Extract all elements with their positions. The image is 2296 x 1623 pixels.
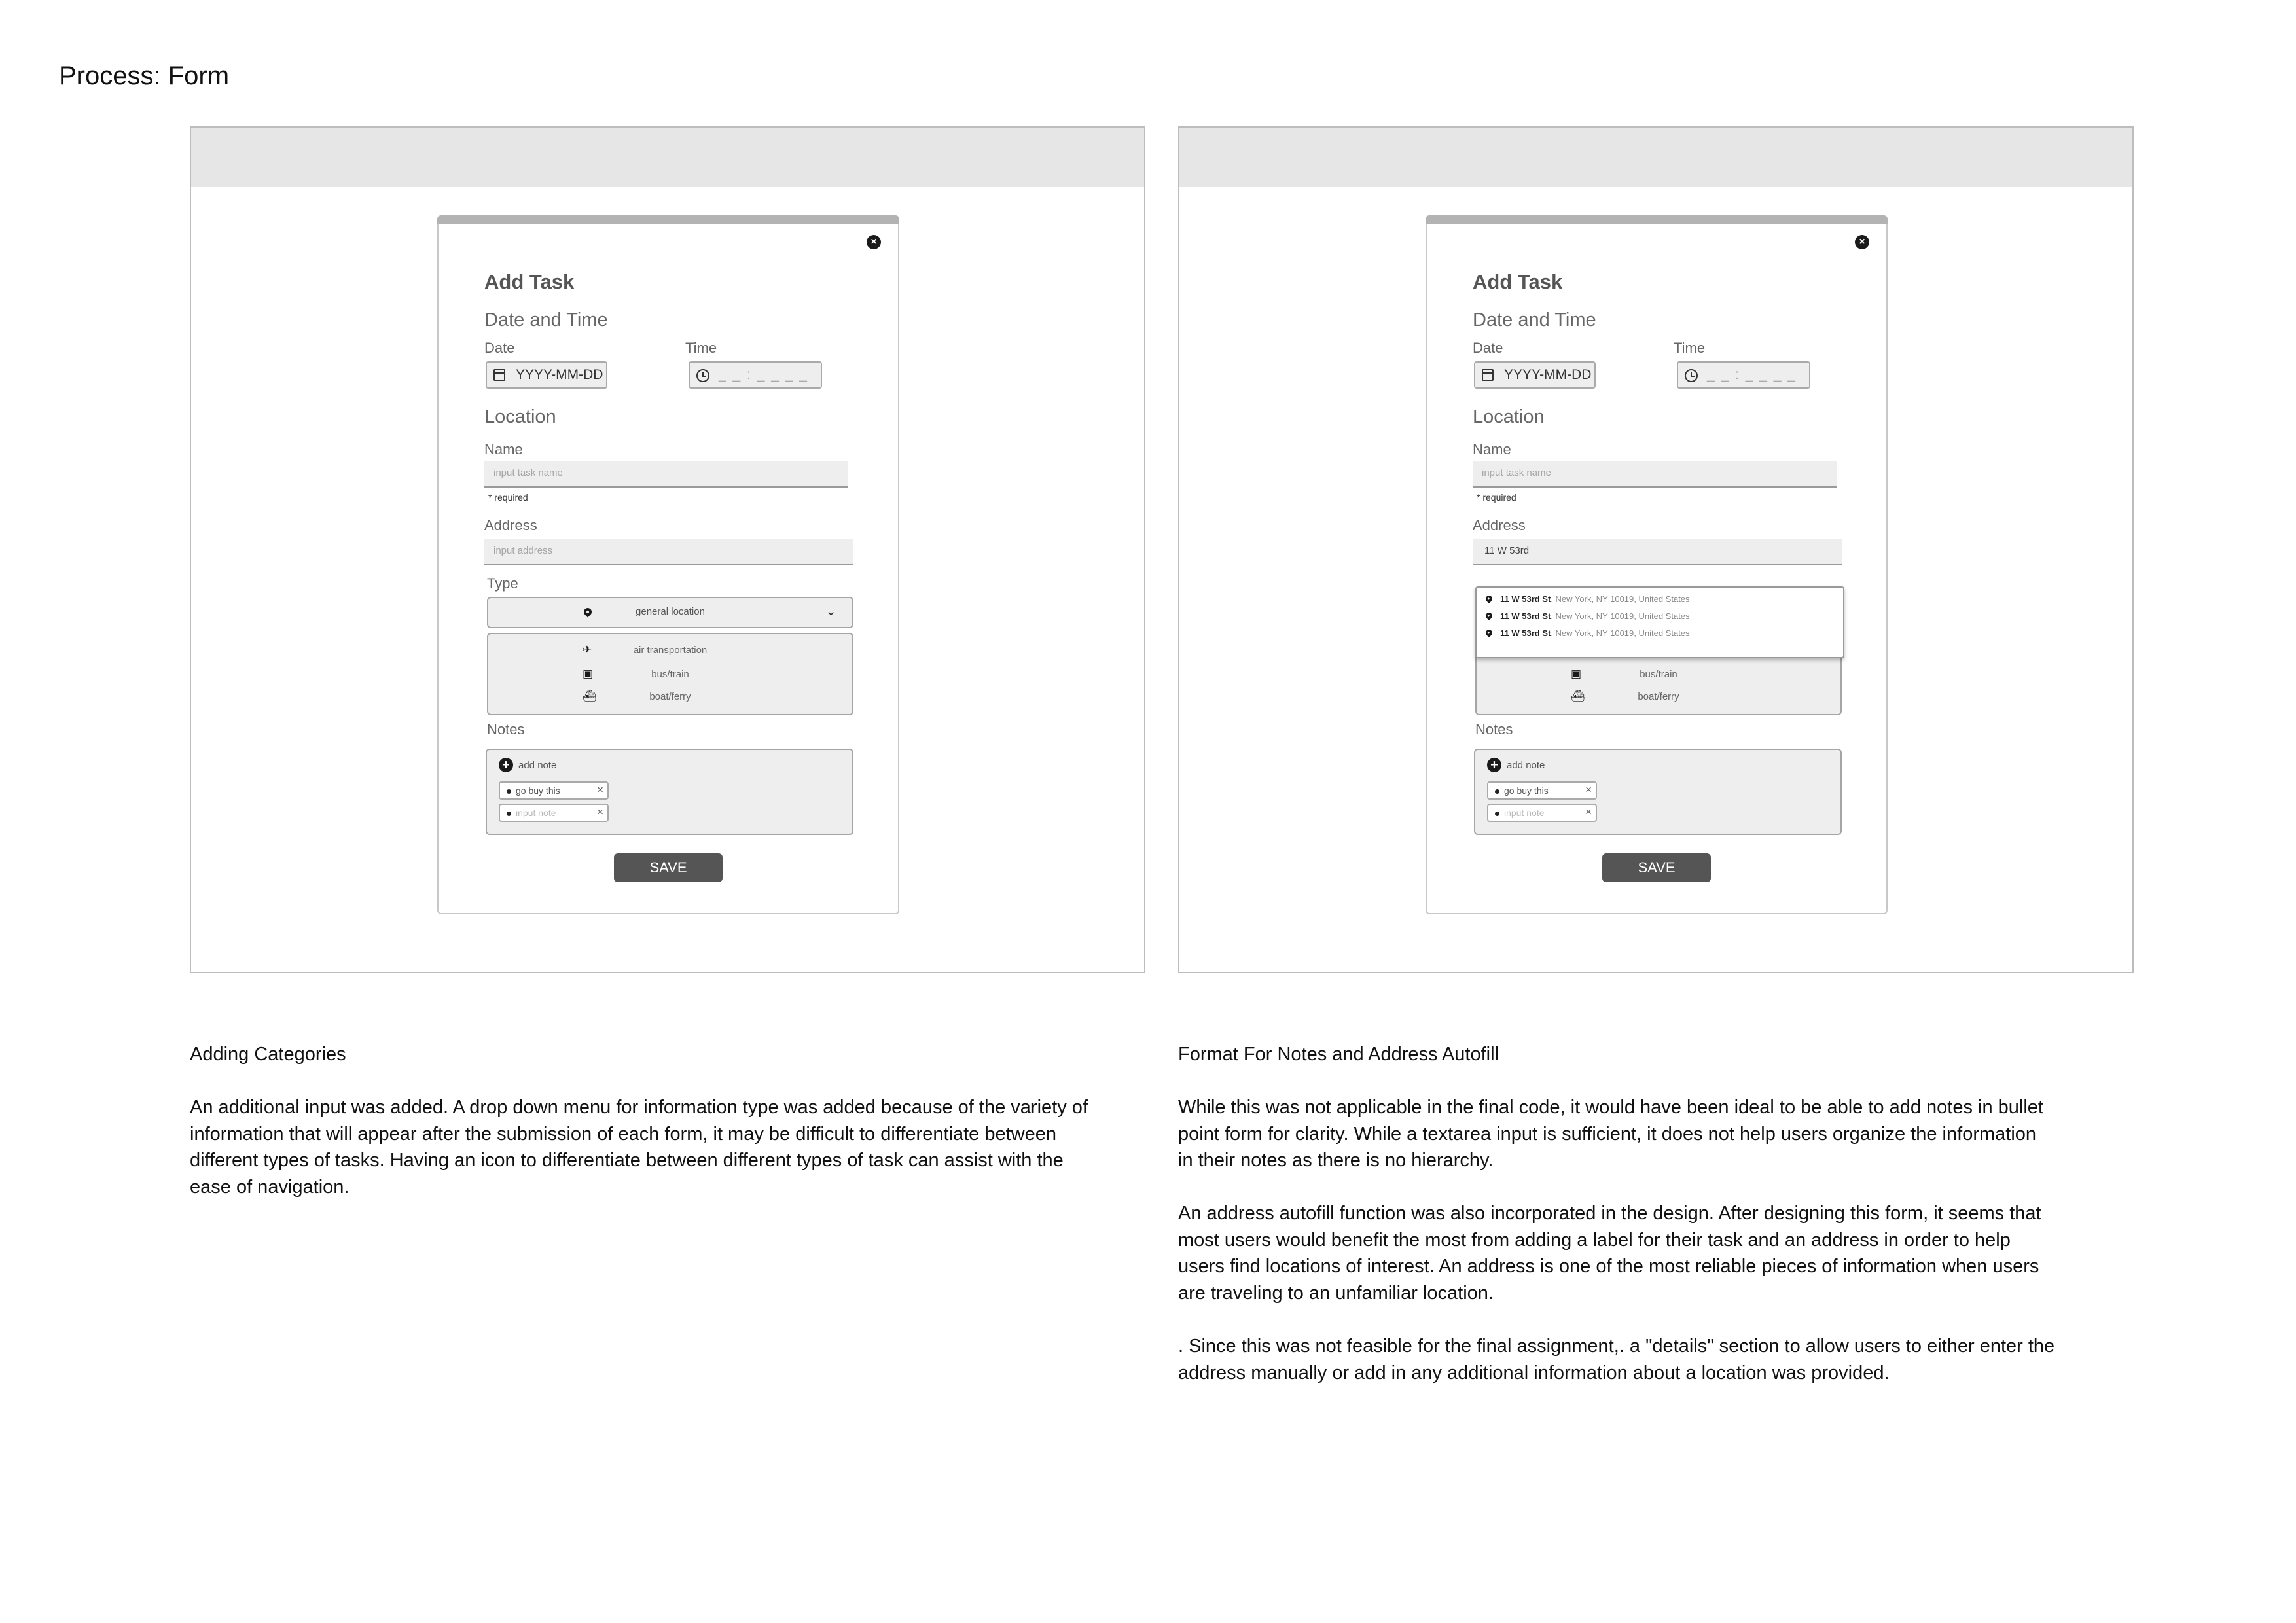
- save-button[interactable]: SAVE: [614, 853, 723, 882]
- dialog-top-bar: [437, 215, 899, 224]
- address-label: Address: [1473, 517, 1526, 533]
- remove-note-icon[interactable]: ×: [597, 806, 603, 818]
- name-label: Name: [1473, 441, 1511, 457]
- address-autofill-dropdown: [1475, 586, 1844, 658]
- section-location: Location: [484, 406, 556, 427]
- text-line: in their notes as there is no hierarchy.: [1178, 1150, 1494, 1171]
- train-icon: ▣: [1571, 668, 1582, 680]
- date-label: Date: [1473, 340, 1503, 356]
- type-option-label: bus/train: [651, 669, 689, 680]
- text-line: An additional input was added. A drop down menu for information type was added because of the variety of: [190, 1097, 1088, 1118]
- text-line: ease of navigation.: [190, 1176, 350, 1198]
- remove-note-icon[interactable]: ×: [1585, 783, 1592, 796]
- bullet-icon: [507, 789, 511, 794]
- add-note-label: add note: [518, 760, 557, 771]
- type-option-label: boat/ferry: [649, 691, 691, 702]
- text-line: . Since this was not feasible for the final assignment,. a "details" section to allow users to either enter the: [1178, 1336, 2055, 1357]
- right-caption-paragraph-3: [1178, 1333, 2054, 1386]
- name-input[interactable]: [484, 461, 848, 488]
- add-task-dialog: [437, 215, 899, 914]
- save-button[interactable]: SAVE: [1602, 853, 1711, 882]
- note-text: go buy this: [1504, 785, 1549, 796]
- left-caption-heading: Adding Categories: [190, 1044, 346, 1065]
- note-placeholder: input note: [1504, 808, 1545, 818]
- notes-box: [1474, 749, 1842, 835]
- type-label: Type: [487, 575, 518, 592]
- location-pin-icon: [1484, 594, 1494, 603]
- type-option-label: boat/ferry: [1638, 691, 1679, 702]
- type-option-boat-ferry[interactable]: [488, 690, 852, 705]
- type-option-label: bus/train: [1640, 669, 1677, 680]
- address-placeholder: input address: [493, 545, 553, 556]
- calendar-icon: [493, 369, 505, 381]
- text-line: address manually or add in any additional information about a location was provided.: [1178, 1362, 1890, 1383]
- required-note: * required: [1477, 492, 1516, 503]
- bullet-icon: [507, 812, 511, 816]
- text-line: users find locations of interest. An address is one of the most reliable pieces of information when users: [1178, 1256, 2039, 1277]
- right-caption-paragraph-1: [1178, 1094, 2043, 1174]
- suggestion-street: 11 W 53rd St: [1500, 628, 1551, 638]
- notes-box: [486, 749, 853, 835]
- address-input[interactable]: [484, 539, 853, 565]
- name-placeholder: input task name: [1482, 467, 1551, 478]
- location-pin-icon: [1484, 628, 1494, 637]
- ferry-icon: ⛴: [1571, 690, 1585, 702]
- time-input[interactable]: [689, 361, 822, 389]
- add-task-dialog: [1426, 215, 1888, 914]
- location-pin-icon: [1484, 611, 1494, 620]
- type-option-air[interactable]: [488, 643, 852, 659]
- text-line: are traveling to an unfamiliar location.: [1178, 1282, 1494, 1304]
- dialog-title: Add Task: [484, 270, 575, 293]
- train-icon: ▣: [583, 668, 594, 680]
- text-line: information that will appear after the submission of each form, it may be difficult to differentiate between: [190, 1123, 1056, 1145]
- notes-label: Notes: [487, 721, 525, 738]
- section-date-time: Date and Time: [1473, 310, 1596, 330]
- address-value: 11 W 53rd: [1484, 545, 1530, 556]
- note-text: go buy this: [516, 785, 560, 796]
- type-option-bus-train[interactable]: [1477, 668, 1840, 683]
- date-placeholder: YYYY-MM-DD: [516, 367, 603, 382]
- add-note-label: add note: [1507, 760, 1545, 771]
- note-item[interactable]: [499, 781, 609, 800]
- name-placeholder: input task name: [493, 467, 563, 478]
- text-line: most users would benefit the most from adding a label for their task and an address in order to help: [1178, 1229, 2011, 1251]
- time-label: Time: [1674, 340, 1706, 356]
- note-placeholder: input note: [516, 808, 556, 818]
- ferry-icon: ⛴: [583, 690, 597, 702]
- bullet-icon: [1495, 789, 1499, 794]
- type-option-label: air transportation: [633, 645, 708, 656]
- page-title: Process: Form: [59, 62, 230, 90]
- name-label: Name: [484, 441, 523, 457]
- section-location: Location: [1473, 406, 1545, 427]
- right-caption-heading: Format For Notes and Address Autofill: [1178, 1044, 1499, 1065]
- type-selected: general location: [636, 606, 705, 617]
- right-screen-frame: [1178, 126, 2134, 973]
- time-placeholder: _ _ : _ _ _ _: [719, 367, 808, 382]
- date-placeholder: YYYY-MM-DD: [1504, 367, 1592, 382]
- name-input[interactable]: [1473, 461, 1837, 488]
- left-screen-frame: [190, 126, 1145, 973]
- close-icon[interactable]: ×: [1855, 235, 1869, 249]
- note-input[interactable]: [1487, 804, 1597, 822]
- date-label: Date: [484, 340, 515, 356]
- plus-icon: +: [499, 758, 513, 772]
- time-input[interactable]: [1677, 361, 1810, 389]
- date-input[interactable]: [1474, 361, 1596, 389]
- suggestion-rest: , New York, NY 10019, United States: [1551, 594, 1690, 604]
- note-item[interactable]: [1487, 781, 1597, 800]
- left-caption-paragraph: [190, 1094, 1088, 1200]
- suggestion-street: 11 W 53rd St: [1500, 611, 1551, 621]
- time-placeholder: _ _ : _ _ _ _: [1707, 367, 1797, 382]
- dialog-title: Add Task: [1473, 270, 1563, 293]
- notes-label: Notes: [1475, 721, 1513, 738]
- dialog-top-bar: [1426, 215, 1888, 224]
- required-note: * required: [488, 492, 528, 503]
- header-bar: [1179, 128, 2132, 187]
- airplane-icon: ✈: [583, 643, 592, 656]
- text-line: While this was not applicable in the final code, it would have been ideal to be able to add notes in bullet: [1178, 1097, 2043, 1118]
- bullet-icon: [1495, 812, 1499, 816]
- address-label: Address: [484, 517, 537, 533]
- remove-note-icon[interactable]: ×: [1585, 806, 1592, 818]
- calendar-icon: [1482, 369, 1494, 381]
- type-option-boat-ferry[interactable]: [1477, 690, 1840, 705]
- chevron-down-icon: ⌄: [825, 604, 836, 618]
- date-input[interactable]: [486, 361, 607, 389]
- address-input[interactable]: [1473, 539, 1842, 565]
- close-icon[interactable]: ×: [867, 235, 881, 249]
- suggestion-rest: , New York, NY 10019, United States: [1551, 628, 1690, 638]
- suggestion-rest: , New York, NY 10019, United States: [1551, 611, 1690, 621]
- type-options-list: [487, 633, 853, 715]
- text-line: different types of tasks. Having an icon to differentiate between different types of task can assist with the: [190, 1150, 1064, 1171]
- clock-icon: [696, 369, 709, 382]
- text-line: point form for clarity. While a textarea input is sufficient, it does not help users organize the information: [1178, 1123, 2037, 1145]
- plus-icon: +: [1487, 758, 1501, 772]
- time-label: Time: [685, 340, 717, 356]
- note-input[interactable]: [499, 804, 609, 822]
- text-line: An address autofill function was also incorporated in the design. After designing this form, it seems that: [1178, 1203, 2041, 1224]
- section-date-time: Date and Time: [484, 310, 608, 330]
- remove-note-icon[interactable]: ×: [597, 783, 603, 796]
- type-option-bus-train[interactable]: [488, 668, 852, 683]
- type-select[interactable]: [487, 597, 853, 628]
- right-caption-paragraph-2: [1178, 1200, 2041, 1306]
- header-bar: [191, 128, 1144, 187]
- suggestion-street: 11 W 53rd St: [1500, 594, 1551, 604]
- clock-icon: [1685, 369, 1698, 382]
